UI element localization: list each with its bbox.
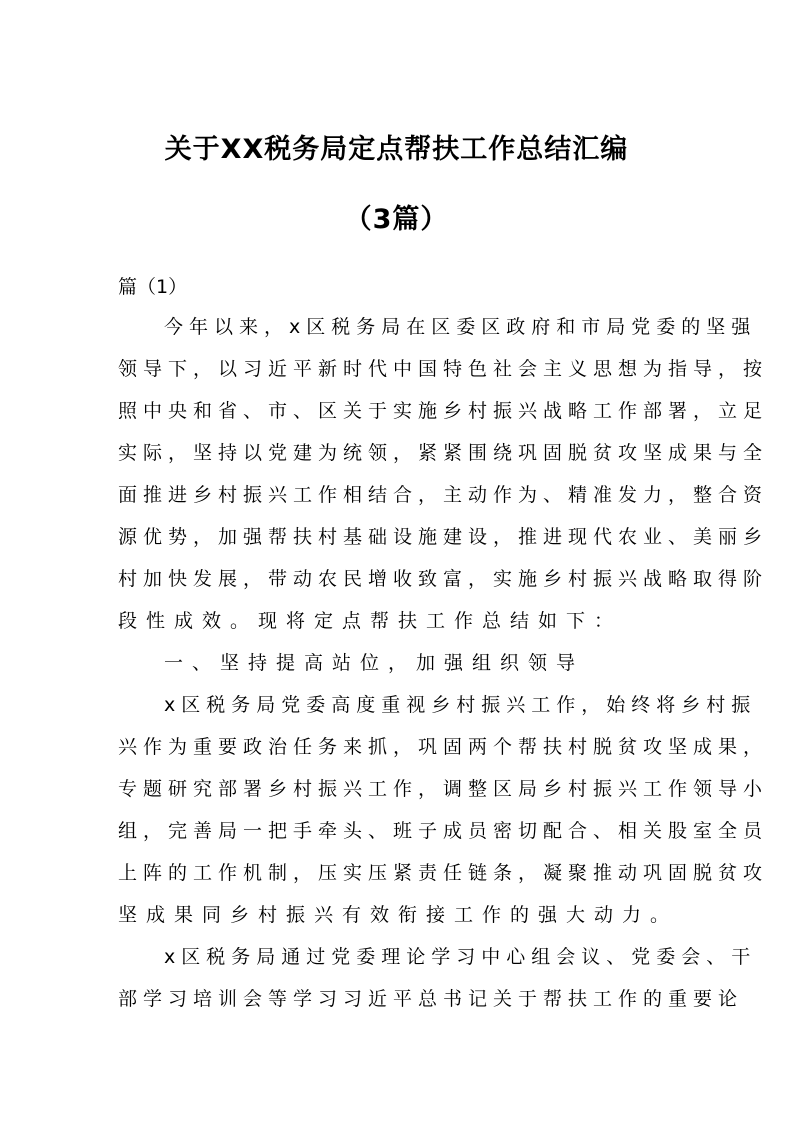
text-line: 今年以来，x区税务局在区委区政府和市局党委的坚强	[164, 316, 757, 338]
paragraph	[118, 306, 769, 642]
text-line: x区税务局通过党委理论学习中心组会议、党委会、干	[164, 946, 757, 968]
text-line: 坚成果同乡村振兴有效衔接工作的强大动力。	[118, 904, 679, 926]
text-line: 一、坚持提高站位，加强组织领导	[164, 652, 585, 674]
paragraph	[118, 936, 757, 1020]
text-line: 专题研究部署乡村振兴工作，调整区局乡村振兴工作领导小	[118, 778, 769, 800]
paragraph	[118, 684, 769, 936]
text-line: 源优势，加强帮扶村基础设施建设，推进现代农业、美丽乡	[118, 526, 769, 548]
text-line: x区税务局党委高度重视乡村振兴工作，始终将乡村振	[164, 694, 757, 716]
text-line: 上阵的工作机制，压实压紧责任链条，凝聚推动巩固脱贫攻	[118, 862, 769, 884]
section-label: 篇（1）	[118, 276, 188, 298]
text-line: 组，完善局一把手牵头、班子成员密切配合、相关股室全员	[118, 820, 769, 842]
text-line: 领导下，以习近平新时代中国特色社会主义思想为指导，按	[118, 358, 769, 380]
text-line: 照中央和省、市、区关于实施乡村振兴战略工作部署，立足	[118, 400, 769, 422]
document-subtitle: （3篇）	[344, 204, 449, 235]
document-body	[118, 306, 769, 1020]
text-line: 段性成效。现将定点帮扶工作总结如下：	[118, 610, 623, 632]
section-heading	[118, 642, 678, 684]
text-line: 部学习培训会等学习习近平总书记关于帮扶工作的重要论	[118, 988, 744, 1010]
text-line: 实际，坚持以党建为统领，紧紧围绕巩固脱贫攻坚成果与全	[118, 442, 769, 464]
text-line: 面推进乡村振兴工作相结合，主动作为、精准发力，整合资	[118, 484, 769, 506]
text-line: 兴作为重要政治任务来抓，巩固两个帮扶村脱贫攻坚成果，	[118, 736, 769, 758]
text-line: 村加快发展，带动农民增收致富，实施乡村振兴战略取得阶	[118, 568, 769, 590]
document-title: 关于XX税务局定点帮扶工作总结汇编	[164, 134, 629, 165]
